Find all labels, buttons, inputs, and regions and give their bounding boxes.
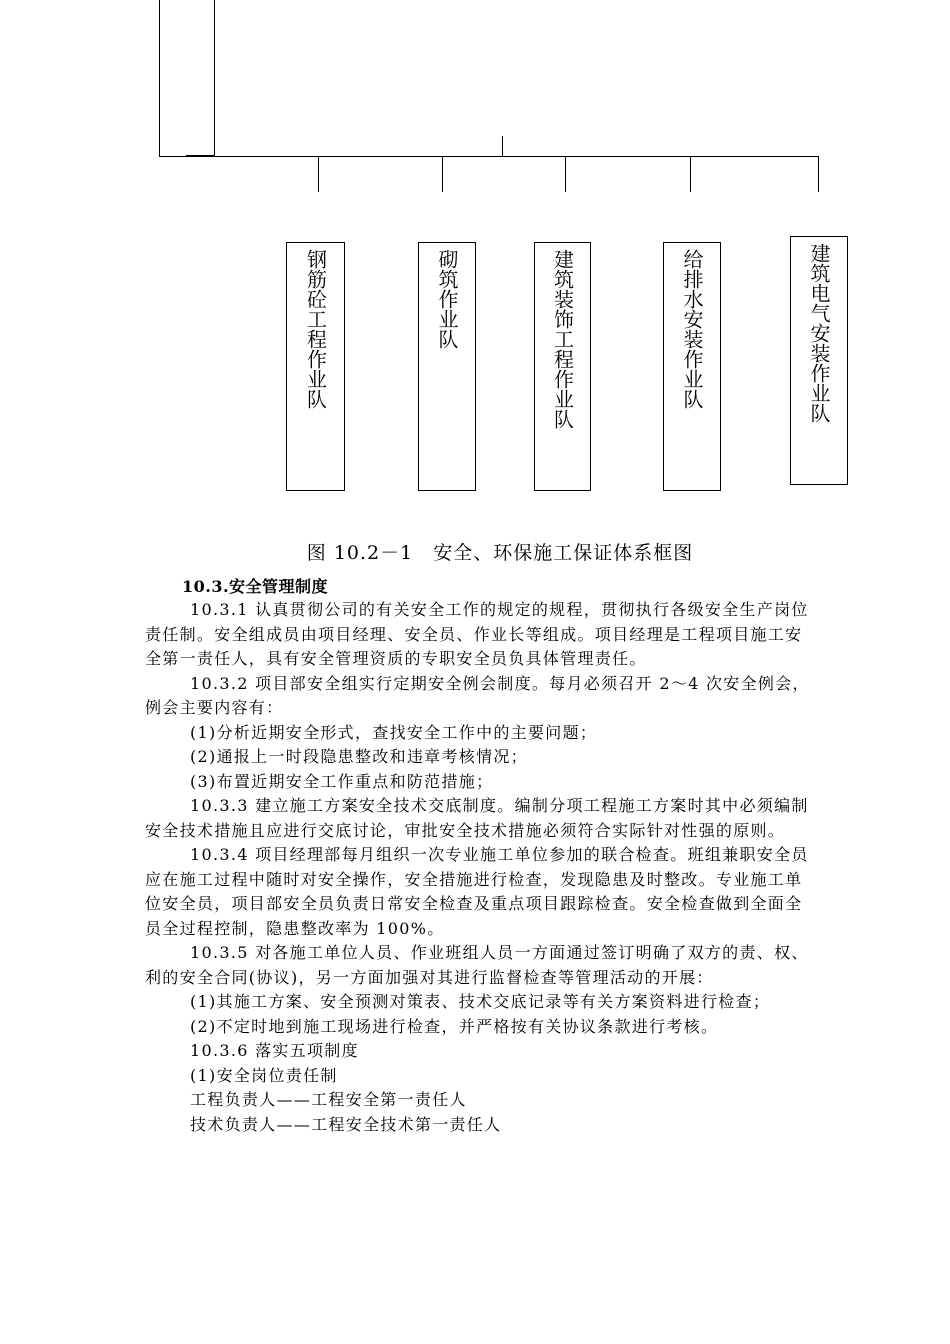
chart-drop-2 — [442, 156, 443, 192]
section-heading: 10.3.安全管理制度 — [182, 577, 329, 596]
paragraph: 10.3.3 建立施工方案安全技术交底制度。编制分项工程施工方案时其中必须编制安全技术措施且应进行交底讨论，审批安全技术措施必须符合实际针对性强的原则。 — [145, 796, 809, 840]
chart-left-box-right-edge — [214, 0, 215, 157]
figure-caption: 图 10.2－1 安全、环保施工保证体系框图 — [306, 542, 694, 564]
paragraph: 10.3.5 对各施工单位人员、作业班组人员一方面通过签订明确了双方的责、权、利的安全合同(协议)，另一方面加强对其进行监督检查等管理活动的开展： — [145, 943, 809, 987]
team-box-plumbing — [663, 242, 721, 491]
team-label: 给排水安装作业队 — [680, 249, 704, 409]
list-item: 工程负责人——工程安全第一责任人 — [190, 1090, 467, 1109]
paragraph: (1)其施工方案、安全预测对策表、技术交底记录等有关方案资料进行检查； — [190, 992, 771, 1011]
list-item: (1)安全岗位责任制 — [190, 1065, 338, 1085]
team-box-electrical — [790, 236, 848, 485]
list-item: (1)分析近期安全形式，查找安全工作中的主要问题； — [190, 722, 598, 742]
chart-drop-3 — [565, 156, 566, 192]
list-item: 技术负责人——工程安全技术第一责任人 — [190, 1114, 502, 1134]
list-item: (2)通报上一时段隐患整改和违章考核情况； — [190, 747, 528, 766]
team-label: 砌筑作业队 — [435, 249, 459, 349]
team-label: 建筑电气安装作业队 — [807, 243, 831, 423]
section-body — [145, 598, 815, 1137]
chart-stem — [502, 136, 503, 157]
paragraph: 10.3.2 项目部安全组实行定期安全例会制度。每月必须召开 2～4 次安全例会，例会主要内容有： — [145, 673, 810, 717]
chart-drop-1 — [318, 156, 319, 192]
chart-left-vertical — [159, 0, 160, 157]
team-box-masonry — [418, 242, 476, 491]
paragraph: 10.3.1 认真贯彻公司的有关安全工作的规定的规程，贯彻执行各级安全生产岗位责任制。安全组成员由项目经理、安全员、作业长等组成。项目经理是工程项目施工安全第一责任人，具有安全管理资质的专职安全员负具体管理责任。 — [145, 600, 809, 668]
list-item: (2)不定时地到施工现场进行检查，并严格按有关协议条款进行考核。 — [190, 1016, 719, 1036]
paragraph: 10.3.4 项目经理部每月组织一次专业施工单位参加的联合检查。班组兼职安全员应在施工过程中随时对安全操作，安全措施进行检查，发现隐患及时整改。专业施工单位安全员，项目部安全员负责日常安全检查及重点项目跟踪检查。安全检查做到全面全员全过程控制，隐患整改率为 100%。 — [145, 845, 809, 938]
team-box-decoration — [534, 242, 591, 491]
team-box-rebar — [286, 242, 345, 491]
team-label: 钢筋砼工程作业队 — [303, 249, 328, 409]
chart-drop-5 — [818, 156, 819, 192]
chart-drop-4 — [690, 156, 691, 192]
list-item: (3)布置近期安全工作重点和防范措施； — [190, 771, 494, 791]
team-label: 建筑装饰工程作业队 — [550, 249, 575, 429]
list-item: 10.3.6 落实五项制度 — [190, 1041, 359, 1060]
chart-horizontal-bus — [159, 156, 819, 157]
